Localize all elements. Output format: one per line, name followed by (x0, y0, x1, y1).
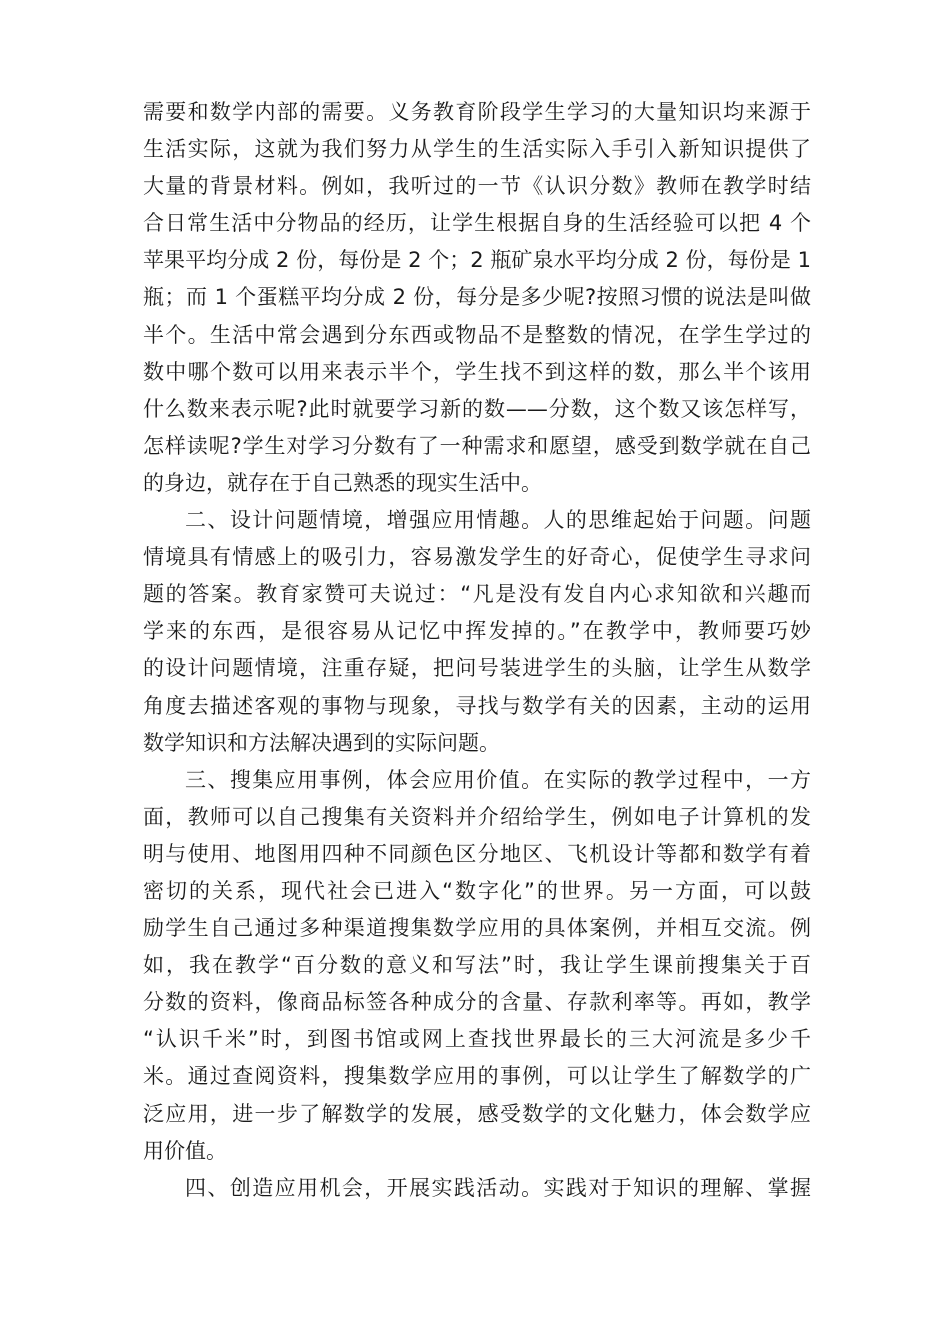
text-line: 面，教师可以自己搜集有关资料并介绍给学生，例如电子计算机的发 (143, 804, 811, 829)
text-line: 用价值。 (143, 1138, 227, 1163)
paragraph-first-line: 四、创造应用机会，开展实践活动。实践对于知识的理解、掌握 (185, 1175, 811, 1200)
text-line: 的设计问题情境，注重存疑，把问号装进学生的头脑，让学生从数学 (143, 656, 811, 681)
paragraph-first-line: 二、设计问题情境，增强应用情趣。人的思维起始于问题。问题 (185, 508, 811, 533)
text-line: 泛应用，进一步了解数学的发展，感受数学的文化魅力，体会数学应 (143, 1101, 811, 1126)
text-line: 数学知识和方法解决遇到的实际问题。 (143, 730, 500, 755)
text-line: 励学生自己通过多种渠道搜集数学应用的具体案例，并相互交流。例 (143, 916, 811, 941)
paragraph-first-line: 三、搜集应用事例，体会应用价值。在实际的教学过程中，一方 (185, 767, 811, 792)
text-line: 米。通过查阅资料，搜集数学应用的事例，可以让学生了解数学的广 (143, 1064, 811, 1089)
text-line: 什么数来表示呢?此时就要学习新的数——分数，这个数又该怎样写， (143, 396, 811, 421)
text-line: “认识千米”时，到图书馆或网上查找世界最长的三大河流是多少千 (143, 1027, 811, 1052)
body-text (143, 94, 811, 1207)
text-line: 生活实际，这就为我们努力从学生的生活实际入手引入新知识提供了 (143, 137, 811, 162)
text-line: 分数的资料，像商品标签各种成分的含量、存款利率等。再如，教学 (143, 990, 811, 1015)
text-line: 明与使用、地图用四种不同颜色区分地区、飞机设计等都和数学有着 (143, 841, 811, 866)
text-line: 如，我在教学“百分数的意义和写法”时，我让学生课前搜集关于百 (143, 953, 811, 978)
text-line: 半个。生活中常会遇到分东西或物品不是整数的情况，在学生学过的 (143, 322, 811, 347)
text-line: 怎样读呢?学生对学习分数有了一种需求和愿望，感受到数学就在自己 (143, 433, 811, 458)
text-line: 密切的关系，现代社会已进入“数字化”的世界。另一方面，可以鼓 (143, 878, 811, 903)
text-line: 的身边，就存在于自己熟悉的现实生活中。 (143, 470, 542, 495)
text-line: 题的答案。教育家赞可夫说过：“凡是没有发自内心求知欲和兴趣而 (143, 582, 811, 607)
text-line: 苹果平均分成 2 份，每份是 2 个；2 瓶矿泉水平均分成 2 份，每份是 1 (143, 248, 811, 273)
text-line: 学来的东西，是很容易从记忆中挥发掉的。”在教学中，教师要巧妙 (143, 619, 811, 644)
text-line: 数中哪个数可以用来表示半个，学生找不到这样的数，那么半个该用 (143, 359, 811, 384)
text-line: 角度去描述客观的事物与现象，寻找与数学有关的因素，主动的运用 (143, 693, 811, 718)
text-line: 瓶；而 1 个蛋糕平均分成 2 份，每分是多少呢?按照习惯的说法是叫做 (143, 285, 811, 310)
text-line: 情境具有情感上的吸引力，容易激发学生的好奇心，促使学生寻求问 (143, 545, 811, 570)
text-line: 大量的背景材料。例如，我听过的一节《认识分数》教师在教学时结 (143, 174, 811, 199)
text-line: 需要和数学内部的需要。义务教育阶段学生学习的大量知识均来源于 (143, 100, 811, 124)
text-line: 合日常生活中分物品的经历，让学生根据自身的生活经验可以把 4 个 (143, 211, 811, 236)
